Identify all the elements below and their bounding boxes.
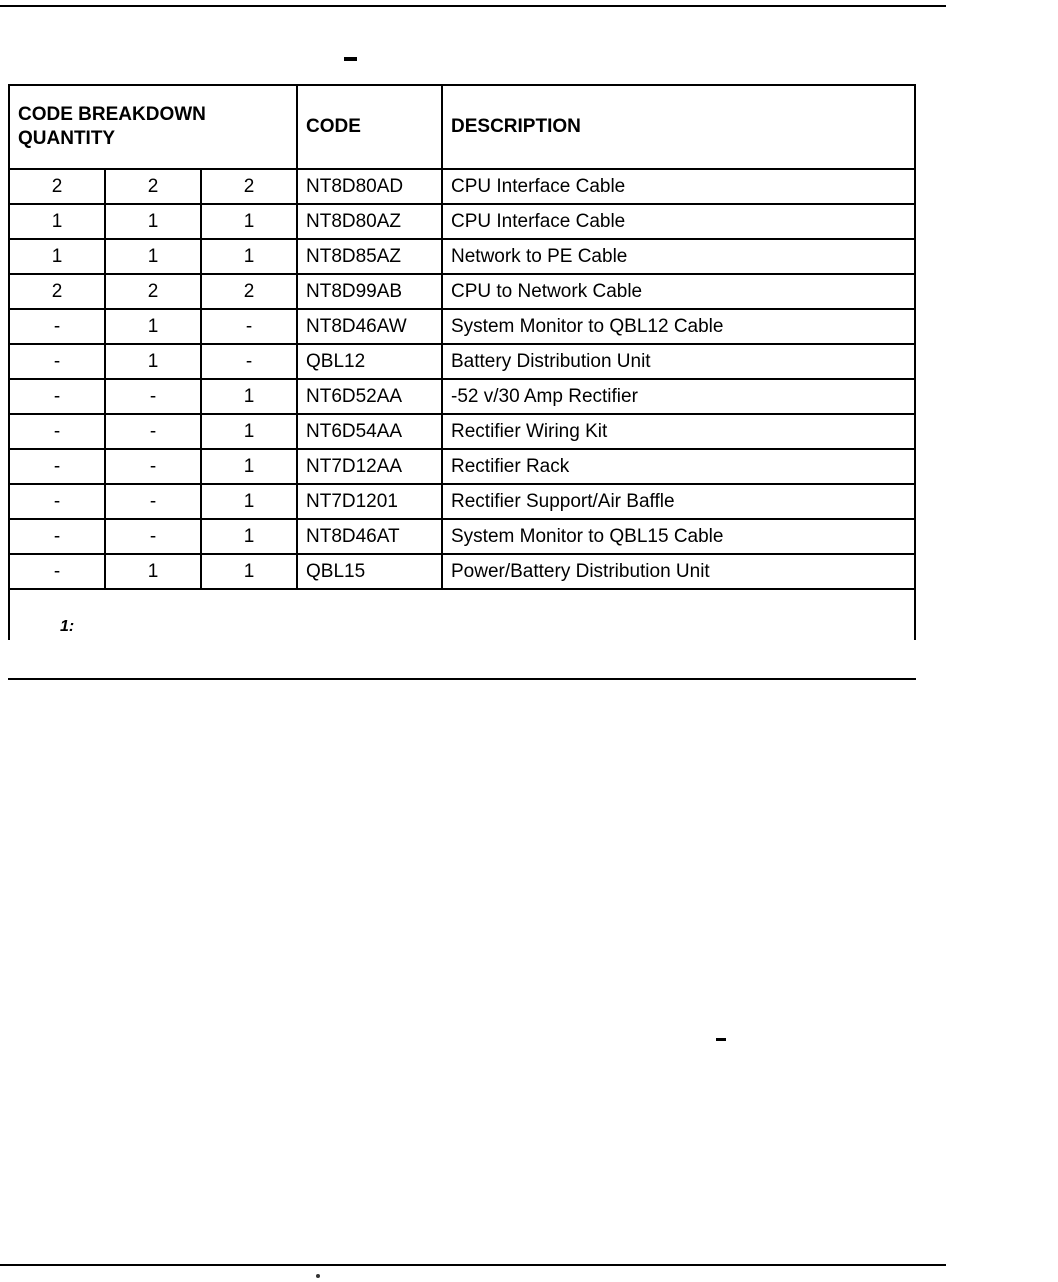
- header-quantity: CODE BREAKDOWN QUANTITY: [9, 85, 297, 169]
- description-cell: Rectifier Support/Air Baffle: [442, 484, 915, 519]
- code-cell: NT8D99AB: [297, 274, 442, 309]
- qty-cell: -: [201, 344, 297, 379]
- qty-cell: 1: [201, 449, 297, 484]
- description-cell: CPU Interface Cable: [442, 169, 915, 204]
- description-cell: Network to PE Cable: [442, 239, 915, 274]
- qty-cell: 1: [105, 309, 201, 344]
- header-row: [9, 85, 915, 169]
- scan-mark: [344, 57, 357, 61]
- qty-cell: 1: [105, 239, 201, 274]
- table-row: [9, 449, 915, 484]
- table-row: [9, 519, 915, 554]
- qty-cell: 2: [105, 274, 201, 309]
- table-row: [9, 204, 915, 239]
- note-label: 1:: [9, 589, 915, 640]
- code-cell: QBL12: [297, 344, 442, 379]
- bottom-rule: [0, 1264, 946, 1266]
- table-row: [9, 379, 915, 414]
- scan-speck: [316, 1274, 320, 1278]
- header-code: CODE: [297, 85, 442, 169]
- table-row: [9, 414, 915, 449]
- qty-cell: -: [9, 309, 105, 344]
- code-cell: QBL15: [297, 554, 442, 589]
- qty-cell: -: [105, 484, 201, 519]
- qty-cell: 1: [9, 239, 105, 274]
- table-row: [9, 344, 915, 379]
- qty-cell: 1: [105, 554, 201, 589]
- qty-cell: 1: [201, 484, 297, 519]
- qty-cell: 2: [201, 274, 297, 309]
- qty-cell: 1: [105, 344, 201, 379]
- parts-table: [8, 84, 916, 640]
- code-cell: NT8D80AZ: [297, 204, 442, 239]
- qty-cell: -: [9, 449, 105, 484]
- qty-cell: -: [105, 414, 201, 449]
- qty-cell: 1: [201, 414, 297, 449]
- code-cell: NT8D46AW: [297, 309, 442, 344]
- description-cell: Rectifier Rack: [442, 449, 915, 484]
- qty-cell: -: [9, 519, 105, 554]
- table-row: [9, 554, 915, 589]
- code-cell: NT6D54AA: [297, 414, 442, 449]
- qty-cell: 2: [9, 274, 105, 309]
- table-row: [9, 309, 915, 344]
- qty-cell: 1: [201, 379, 297, 414]
- code-cell: NT8D80AD: [297, 169, 442, 204]
- qty-cell: 1: [201, 554, 297, 589]
- qty-cell: 2: [9, 169, 105, 204]
- top-rule: [0, 5, 946, 7]
- table-bottom-rule: [8, 678, 916, 680]
- qty-cell: -: [105, 449, 201, 484]
- qty-cell: 1: [105, 204, 201, 239]
- description-cell: Battery Distribution Unit: [442, 344, 915, 379]
- scan-mark: [716, 1038, 726, 1041]
- table-row: [9, 484, 915, 519]
- qty-cell: -: [9, 414, 105, 449]
- qty-cell: -: [105, 379, 201, 414]
- qty-cell: 1: [9, 204, 105, 239]
- qty-cell: 1: [201, 239, 297, 274]
- qty-cell: 1: [201, 519, 297, 554]
- table-row: [9, 274, 915, 309]
- code-cell: NT7D1201: [297, 484, 442, 519]
- qty-cell: -: [9, 344, 105, 379]
- code-cell: NT6D52AA: [297, 379, 442, 414]
- description-cell: Power/Battery Distribution Unit: [442, 554, 915, 589]
- qty-cell: 2: [105, 169, 201, 204]
- qty-cell: -: [105, 519, 201, 554]
- qty-cell: -: [9, 554, 105, 589]
- description-cell: -52 v/30 Amp Rectifier: [442, 379, 915, 414]
- qty-cell: 2: [201, 169, 297, 204]
- table-row: [9, 239, 915, 274]
- description-cell: System Monitor to QBL12 Cable: [442, 309, 915, 344]
- description-cell: System Monitor to QBL15 Cable: [442, 519, 915, 554]
- code-cell: NT7D12AA: [297, 449, 442, 484]
- code-cell: NT8D85AZ: [297, 239, 442, 274]
- note-row: [9, 589, 915, 640]
- header-description: DESCRIPTION: [442, 85, 915, 169]
- table-row: [9, 169, 915, 204]
- qty-cell: 1: [201, 204, 297, 239]
- description-cell: CPU Interface Cable: [442, 204, 915, 239]
- code-cell: NT8D46AT: [297, 519, 442, 554]
- qty-cell: -: [201, 309, 297, 344]
- qty-cell: -: [9, 484, 105, 519]
- qty-cell: -: [9, 379, 105, 414]
- description-cell: Rectifier Wiring Kit: [442, 414, 915, 449]
- description-cell: CPU to Network Cable: [442, 274, 915, 309]
